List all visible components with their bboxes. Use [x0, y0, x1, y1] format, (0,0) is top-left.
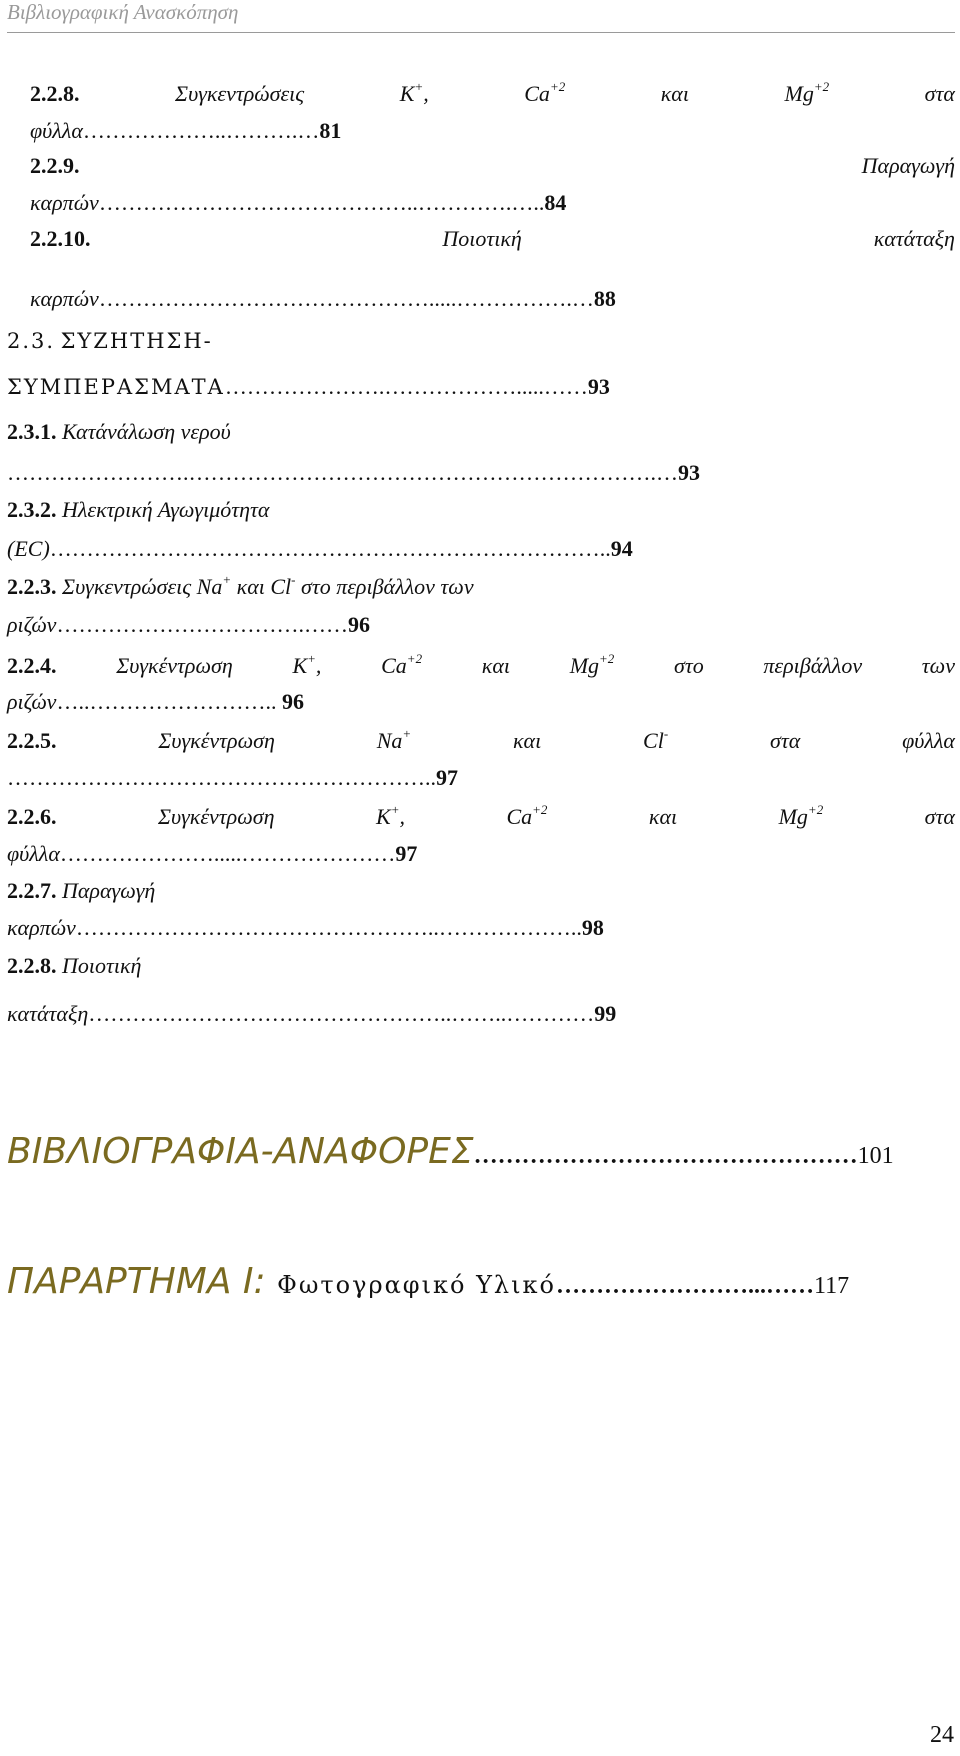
- entry-word: ριζών: [7, 612, 57, 637]
- bibliography-title: ΒΙΒΛΙΟΓΡΑΦΙΑ-ΑΝΑΦΟΡΕΣ: [7, 1131, 474, 1172]
- dot-leader: …………………………………………………………………..: [49, 536, 611, 561]
- toc-entry-2-2-10-cont[interactable]: [30, 285, 955, 313]
- entry-word-and: και: [660, 81, 689, 106]
- entry-symbol-ca: $Ca^{+2}$: [524, 79, 566, 106]
- dot-leader: …………………………………………..………………..: [75, 915, 582, 940]
- entry-word: καρπών: [30, 286, 99, 311]
- appendix-title: ΠΑΡΑΡΤΗΜΑ Ι:: [7, 1261, 266, 1302]
- entry-word-end: στα: [924, 804, 955, 829]
- toc-entry-2-3-cont[interactable]: [7, 373, 932, 401]
- header-divider: [7, 32, 955, 33]
- entry-word-and: και: [481, 653, 510, 678]
- page-ref: 117: [813, 1273, 850, 1299]
- entry-word-end: φύλλα: [902, 728, 955, 753]
- page-ref: 96: [347, 612, 370, 637]
- entry-word: Παραγωγή: [861, 153, 955, 178]
- toc-entry-2-3-2[interactable]: [7, 496, 932, 524]
- toc-entry-2-2-8-cont[interactable]: [30, 117, 955, 145]
- page-number: 24: [930, 1722, 954, 1748]
- entry-number: 2.2.3.: [7, 574, 57, 599]
- dot-leader: ……………………...……: [555, 1273, 814, 1299]
- entry-number: 2.2.8.: [30, 81, 80, 106]
- page-ref: 97: [395, 841, 418, 866]
- entry-number: 2.2.10.: [30, 226, 91, 251]
- appendix-subtitle: Φωτογραφικό Υλικό: [277, 1271, 556, 1299]
- dot-leader: …………………………………………………..: [7, 765, 436, 790]
- dot-leader: ………………….……………….....……: [224, 374, 588, 399]
- toc-entry-2-2-6[interactable]: [7, 803, 955, 831]
- entry-number: 2.3.1.: [7, 419, 57, 444]
- entry-title: Ποιοτική: [62, 953, 142, 978]
- page-ref: 101: [857, 1143, 894, 1169]
- entry-symbol-k: K+,: [292, 651, 322, 678]
- entry-number: 2.2.9.: [30, 153, 80, 178]
- toc-entry-2-2-7-cont[interactable]: [7, 914, 932, 942]
- page-ref: 97: [436, 765, 458, 790]
- entry-title: Ηλεκτρική Αγωγιμότητα: [62, 497, 270, 522]
- toc-entry-2-2-5-cont[interactable]: [7, 764, 932, 792]
- dot-leader: ……………………………………..………….…..: [98, 190, 545, 215]
- entry-word: ριζών: [7, 689, 57, 714]
- entry-symbol-cl: Cl-: [643, 726, 669, 753]
- entry-title: Κατάνάλωση νερού: [62, 419, 231, 444]
- dot-leader: …………………………………………..……..…………: [88, 1001, 595, 1026]
- page-ref: 93: [678, 460, 700, 485]
- page-ref: 98: [581, 915, 604, 940]
- toc-entry-2-2-3[interactable]: [7, 573, 932, 601]
- entry-number: 2.3.2.: [7, 497, 57, 522]
- page-ref: 99: [594, 1001, 617, 1026]
- entry-symbol-mg: $Mg^{+2}$: [784, 79, 830, 106]
- dot-leader: …..……………………..: [56, 689, 277, 714]
- dot-leader: ……………………………………….....…………….…: [98, 286, 594, 311]
- entry-word: Συγκέντρωση: [157, 804, 275, 829]
- entry-symbol-ca: $Ca^{+2}$: [381, 651, 423, 678]
- entry-word-and: και: [648, 804, 678, 829]
- entry-title: Συγκεντρώσεις Na+ και Cl- στο περιβάλλον των: [62, 572, 474, 599]
- entry-symbol-ca: $Ca^{+2}$: [506, 802, 548, 829]
- entry-word: Συγκεντρώσεις: [175, 81, 305, 106]
- entry-symbol-mg: $Mg^{+2}$: [569, 651, 615, 678]
- entry-word: φύλλα: [30, 118, 83, 143]
- entry-word: (EC): [7, 536, 50, 561]
- entry-word: στα: [769, 728, 801, 753]
- entry-word: Συγκέντρωση: [116, 653, 233, 678]
- toc-entry-2-2-8-quality[interactable]: [7, 952, 932, 980]
- entry-symbol-mg: $Mg^{+2}$: [778, 802, 824, 829]
- toc-entry-2-2-8-quality-cont[interactable]: [7, 1000, 932, 1028]
- dot-leader: …………………………….……: [56, 612, 348, 637]
- page-ref: 88: [593, 286, 616, 311]
- entry-symbol-k: K+,: [376, 802, 405, 829]
- toc-entry-2-2-7[interactable]: [7, 877, 932, 905]
- entry-number: 2.2.8.: [7, 953, 57, 978]
- entry-number: 2.2.4.: [7, 653, 57, 678]
- entry-heading: ΣΥΜΠΕΡΑΣΜΑΤΑ: [7, 375, 225, 399]
- entry-word: κατάταξη: [7, 1001, 89, 1026]
- entry-word: περιβάλλον: [763, 653, 863, 678]
- dot-leader: …………………….……………………………………………………….…: [7, 460, 678, 485]
- entry-word: καρπών: [30, 190, 99, 215]
- toc-entry-2-2-3-cont[interactable]: [7, 611, 932, 639]
- toc-entry-2-2-4-cont[interactable]: [7, 688, 932, 716]
- toc-entry-2-2-8[interactable]: [30, 80, 955, 108]
- toc-entry-2-3-1-cont[interactable]: [7, 459, 932, 487]
- entry-word: φύλλα: [7, 841, 60, 866]
- entry-number: 2.2.7.: [7, 878, 57, 903]
- entry-word: κατάταξη: [873, 226, 955, 251]
- dot-leader: ………………..……….…: [82, 118, 320, 143]
- dot-leader: …………………………………………: [473, 1143, 858, 1169]
- toc-entry-2-3-1[interactable]: [7, 418, 932, 446]
- entry-heading: ΣΥΖΗΤΗΣΗ-: [60, 329, 213, 353]
- entry-number: 2.3.: [7, 329, 56, 353]
- toc-entry-2-3-2-cont[interactable]: [7, 535, 932, 563]
- page-ref: 84: [544, 190, 567, 215]
- entry-word: στο: [673, 653, 704, 678]
- toc-entry-2-2-6-cont[interactable]: [7, 840, 932, 868]
- page-ref: 94: [610, 536, 633, 561]
- toc-entry-2-2-5[interactable]: [7, 727, 955, 755]
- page-ref: 96: [281, 689, 304, 714]
- entry-word: Συγκέντρωση: [158, 728, 275, 753]
- entry-title: Παραγωγή: [62, 878, 156, 903]
- entry-word-end: στα: [924, 81, 955, 106]
- toc-entry-2-2-10[interactable]: [30, 225, 955, 253]
- toc-entry-2-2-9[interactable]: [30, 152, 955, 180]
- entry-word-end: των: [921, 653, 955, 678]
- entry-word: καρπών: [7, 915, 76, 940]
- entry-symbol-na: Na+: [376, 726, 412, 753]
- entry-number: 2.2.6.: [7, 804, 57, 829]
- toc-entry-appendix[interactable]: [7, 1260, 849, 1308]
- dot-leader: ………………….....…………………: [59, 841, 396, 866]
- toc-entry-bibliography[interactable]: [7, 1130, 894, 1178]
- toc-entry-2-2-9-cont[interactable]: [30, 189, 955, 217]
- entry-word-and: και: [512, 728, 542, 753]
- page-ref: 81: [319, 118, 342, 143]
- toc-entry-2-2-4[interactable]: [7, 652, 955, 680]
- page-ref: 93: [587, 374, 610, 399]
- entry-symbol-k: K+,: [399, 79, 429, 106]
- entry-number: 2.2.5.: [7, 728, 57, 753]
- entry-word: Ποιοτική: [442, 226, 522, 251]
- running-header: Βιβλιογραφική Ανασκόπηση: [7, 0, 239, 24]
- toc-entry-2-3[interactable]: [7, 327, 932, 355]
